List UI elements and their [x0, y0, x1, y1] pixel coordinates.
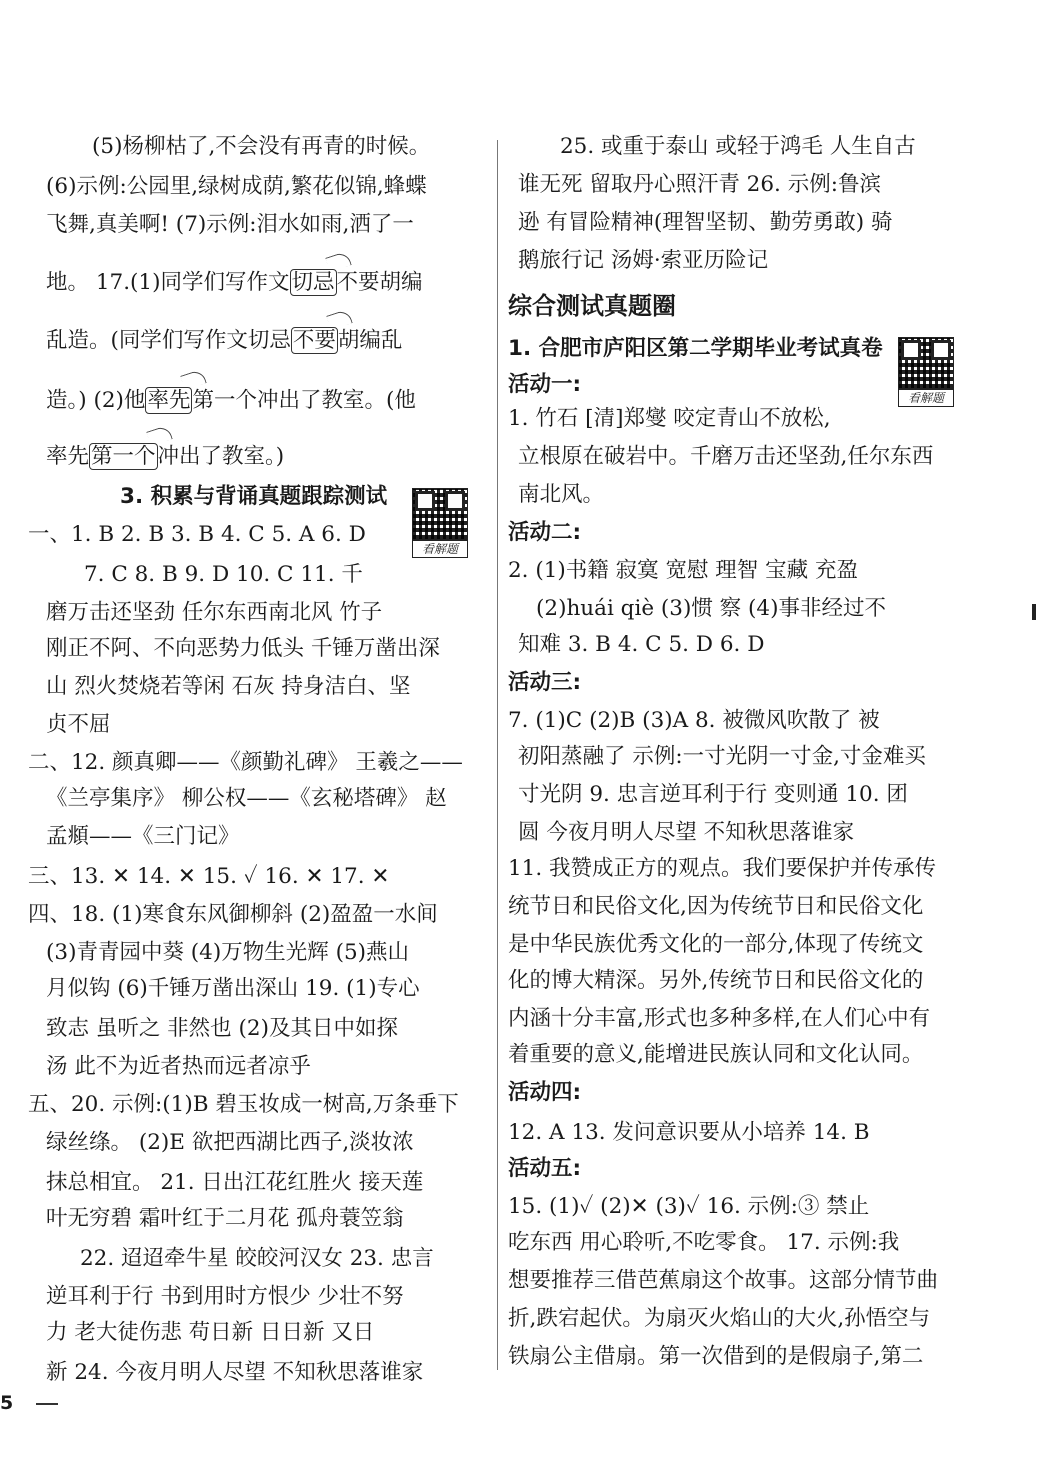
qr-caption: 看解题 — [898, 389, 954, 407]
edge-mark — [1032, 604, 1036, 620]
text-segment: 新 24. 今夜月明人尽望 不知秋思落谁家 — [46, 1360, 424, 1385]
text-line — [28, 752, 463, 774]
text-line — [46, 176, 427, 198]
text-line — [518, 212, 892, 234]
text-segment: 率先 — [46, 444, 90, 469]
text-line — [46, 1208, 404, 1230]
text-line — [46, 826, 240, 848]
text-segment: 造。) (2)他 — [46, 388, 146, 413]
circled-word: 率先 — [147, 388, 191, 413]
text-segment: 折,跌宕起伏。为扇灭火焰山的大火,孙悟空与 — [508, 1306, 931, 1331]
text-line — [80, 1248, 434, 1270]
section-heading — [508, 294, 676, 318]
text-line — [518, 446, 933, 468]
text-segment: 南北风。 — [518, 482, 605, 507]
text-line — [508, 896, 923, 918]
text-line — [508, 1308, 930, 1330]
text-segment: 活动五: — [508, 1156, 582, 1181]
text-line — [518, 634, 764, 656]
text-segment: 抹总相宜。 21. 日出江花红胜火 接天莲 — [46, 1170, 424, 1195]
text-segment: 3. 积累与背诵真题跟踪测试 — [120, 484, 388, 509]
text-segment: 谁无死 留取丹心照汗青 26. 示例:鲁滨 — [518, 172, 881, 197]
section-heading — [120, 486, 387, 508]
text-segment: 五、20. 示例:(1)B 碧玉妆成一树高,万条垂下 — [28, 1092, 459, 1117]
text-segment: 山 烈火焚烧若等闲 石灰 持身洁白、坚 — [46, 674, 411, 699]
text-line — [46, 1018, 398, 1040]
text-segment: 乱造。(同学们写作文切忌 — [46, 328, 291, 353]
text-segment: 第一个冲出了教室。(他 — [192, 388, 416, 413]
text-segment: 鹅旅行记 汤姆·索亚历险记 — [518, 248, 769, 273]
text-segment: 知难 3. B 4. C 5. D 6. D — [518, 632, 765, 657]
qr-code-icon — [898, 337, 954, 389]
text-segment: 初阳蒸融了 示例:一寸光阴一寸金,寸金难买 — [518, 744, 926, 769]
text-line — [46, 1362, 423, 1384]
text-line — [46, 714, 111, 736]
text-segment: 17. — [95, 270, 131, 295]
section-heading — [508, 522, 581, 544]
text-segment: 力 老大徒伤悲 苟日新 日日新 又日 — [46, 1320, 375, 1345]
text-line — [46, 1132, 414, 1154]
text-line — [518, 784, 908, 806]
text-segment: 铁扇公主借扇。第一次借到的是假扇子,第二 — [508, 1344, 924, 1369]
text-line — [508, 560, 858, 582]
text-segment: 吃东西 用心聆听,不吃零食。 17. 示例:我 — [508, 1230, 900, 1255]
text-line — [92, 136, 430, 158]
text-segment: 一、1. B 2. B 3. B 4. C 5. A 6. D — [28, 522, 366, 547]
text-segment: 1. 竹石 [清]郑燮 咬定青山不放松, — [508, 406, 831, 431]
text-segment: 立根原在破岩中。千磨万击还坚劲,任尔东西 — [518, 444, 934, 469]
text-line — [518, 822, 854, 844]
text-line — [508, 1008, 930, 1030]
text-line — [46, 638, 440, 660]
text-segment: 25. 或重于泰山 或轻于鸿毛 人生自古 — [560, 134, 916, 159]
text-segment: 贞不屈 — [46, 712, 111, 737]
text-segment: 刚正不阿、不向恶势力低头 千锤万凿出深 — [46, 636, 440, 661]
qr-code-icon — [412, 488, 468, 540]
text-segment: 圆 今夜月明人尽望 不知秋思落谁家 — [518, 820, 855, 845]
text-segment: (3)青青园中葵 (4)万物生光辉 (5)燕山 — [46, 940, 410, 965]
text-segment: 逊 有冒险精神(理智坚韧、勤劳勇敢) 骑 — [518, 210, 893, 235]
text-line — [46, 330, 402, 352]
text-line — [28, 866, 389, 888]
text-segment: 不要胡编 — [336, 270, 423, 295]
page-number-dash — [36, 1403, 58, 1405]
text-segment: 活动三: — [508, 670, 582, 695]
text-segment: 汤 此不为近者热而远者凉乎 — [46, 1054, 311, 1079]
text-line — [508, 1232, 899, 1254]
text-line — [28, 524, 366, 546]
text-line — [518, 174, 881, 196]
text-line — [28, 1094, 459, 1116]
text-segment: 寸光阴 9. 忠言逆耳利于行 变则通 10. 团 — [518, 782, 908, 807]
text-segment: 冲出了教室。) — [157, 444, 285, 469]
text-segment: 着重要的意义,能增进民族认同和文化认同。 — [508, 1042, 924, 1067]
section-heading — [508, 672, 581, 694]
text-line — [508, 1122, 870, 1144]
section-heading — [508, 338, 883, 360]
text-line — [508, 710, 880, 732]
section-heading — [508, 374, 581, 396]
text-line — [508, 1270, 938, 1292]
text-line — [46, 1056, 311, 1078]
text-line — [46, 978, 420, 1000]
text-line — [508, 408, 831, 430]
text-line — [46, 1322, 374, 1344]
text-segment: 15. (1)✓ (2)✕ (3)✓ 16. 示例:③ 禁止 — [508, 1194, 870, 1219]
text-line — [508, 1196, 869, 1218]
text-line — [518, 746, 926, 768]
text-segment: 化的博大精深。另外,传统节日和民俗文化的 — [508, 968, 924, 993]
text-segment: 12. A 13. 发问意识要从小培养 14. B — [508, 1120, 870, 1145]
text-segment: 四、18. (1)寒食东风御柳斜 (2)盈盈一水间 — [28, 902, 438, 927]
column-divider — [497, 140, 498, 1370]
text-segment: 致志 虽听之 非然也 (2)及其日中如探 — [46, 1016, 398, 1041]
text-line — [46, 214, 414, 236]
text-segment: 7. C 8. B 9. D 10. C 11. 千 — [84, 562, 363, 587]
text-segment: 胡编乱 — [337, 328, 403, 353]
text-segment: 飞舞,真美啊! (7)示例:泪水如雨,洒了一 — [46, 212, 414, 237]
text-segment: 内涵十分丰富,形式也多种多样,在人们心中有 — [508, 1006, 931, 1031]
text-line — [560, 136, 916, 158]
text-segment: 月似钩 (6)千锤万凿出深山 19. (1)专心 — [46, 976, 420, 1001]
text-line — [84, 564, 363, 586]
text-segment: 22. 迢迢牵牛星 皎皎河汉女 23. 忠言 — [80, 1246, 434, 1271]
qr-caption: 看解题 — [412, 540, 468, 558]
text-segment: 绿丝绦。 (2)E 欲把西湖比西子,淡妆浓 — [46, 1130, 414, 1155]
qr-code-right[interactable] — [898, 337, 954, 407]
text-line — [518, 484, 604, 506]
text-line — [28, 904, 438, 926]
text-segment: 1. 合肥市庐阳区第二学期毕业考试真卷 — [508, 336, 883, 361]
text-segment: 活动二: — [508, 520, 582, 545]
text-line — [46, 942, 409, 964]
text-segment: 活动一: — [508, 372, 582, 397]
text-line — [508, 1044, 923, 1066]
qr-code-left[interactable] — [412, 488, 468, 558]
text-line — [46, 602, 382, 624]
text-line — [46, 272, 423, 294]
text-line — [46, 446, 284, 468]
text-segment: 11. 我赞成正方的观点。我们要保护并传承传 — [508, 856, 937, 881]
text-segment: 地。 — [46, 270, 96, 295]
text-segment: 孟頫——《三门记》 — [46, 824, 240, 849]
text-segment: 想要推荐三借芭蕉扇这个故事。这部分情节曲 — [508, 1268, 939, 1293]
text-segment: 综合测试真题圈 — [508, 292, 676, 320]
text-segment: (1)同学们写作文 — [130, 270, 290, 295]
text-segment: 叶无穷碧 霜叶红于二月花 孤舟蓑笠翁 — [46, 1206, 404, 1231]
text-segment: (5)杨柳枯了,不会没有再青的时候。 — [92, 134, 431, 159]
text-line — [46, 1172, 423, 1194]
section-heading — [508, 1158, 581, 1180]
text-line — [46, 390, 416, 412]
text-segment: 活动四: — [508, 1080, 582, 1105]
page-number: 5 — [0, 1392, 14, 1414]
circled-word: 不要 — [292, 328, 336, 353]
text-line — [536, 598, 886, 620]
text-line — [508, 858, 936, 880]
text-segment: (2)huái qiè (3)惯 察 (4)事非经过不 — [536, 596, 886, 621]
text-segment: 统节日和民俗文化,因为传统节日和民俗文化 — [508, 894, 924, 919]
circled-word: 第一个 — [91, 444, 156, 469]
text-line — [518, 250, 768, 272]
text-segment: 逆耳利于行 书到用时方恨少 少壮不努 — [46, 1284, 404, 1309]
text-line — [46, 1286, 404, 1308]
text-segment: 2. (1)书籍 寂寞 宽慰 理智 宝藏 充盈 — [508, 558, 858, 583]
text-segment: 是中华民族优秀文化的一部分,体现了传统文 — [508, 932, 924, 957]
text-line — [508, 970, 923, 992]
text-segment: (6)示例:公园里,绿树成荫,繁花似锦,蜂蝶 — [46, 174, 427, 199]
section-heading — [508, 1082, 581, 1104]
text-segment: 7. (1)C (2)B (3)A 8. 被微风吹散了 被 — [508, 708, 880, 733]
text-line — [508, 1346, 923, 1368]
text-segment: 《兰亭集序》 柳公权——《玄秘塔碑》 赵 — [46, 786, 447, 811]
text-segment: 磨万击还坚劲 任尔东西南北风 竹子 — [46, 600, 383, 625]
text-line — [508, 934, 923, 956]
text-segment: 三、13. ✕ 14. ✕ 15. ✓ 16. ✕ 17. ✕ — [28, 864, 390, 889]
circled-word: 切忌 — [291, 270, 335, 295]
text-segment: 二、12. 颜真卿——《颜勤礼碑》 王羲之—— — [28, 750, 463, 775]
text-line — [46, 676, 411, 698]
text-line — [46, 788, 447, 810]
